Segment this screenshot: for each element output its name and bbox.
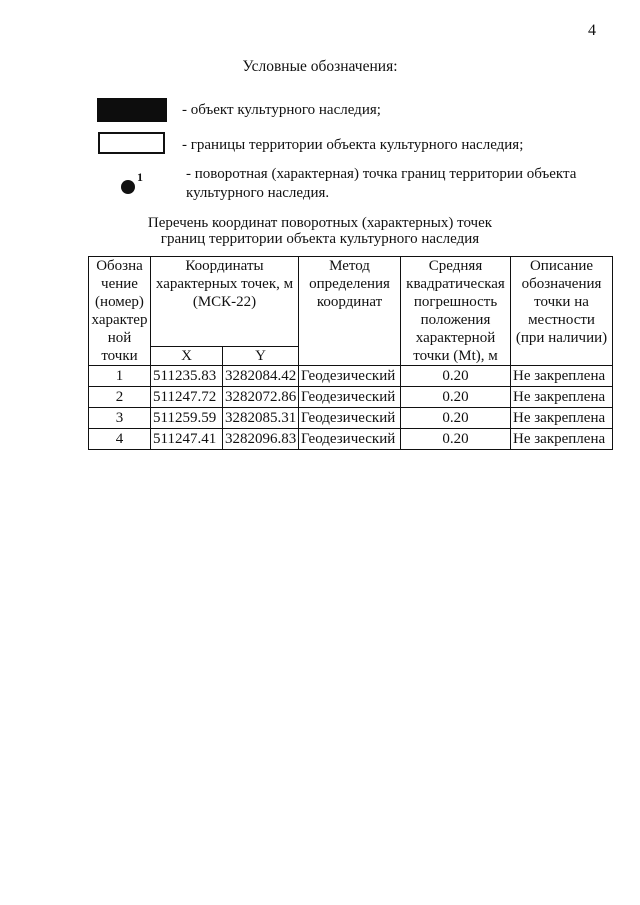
legend-title: Условные обозначения: <box>242 58 398 75</box>
header-x: X <box>151 347 223 366</box>
cell-error: 0.20 <box>401 366 511 387</box>
header-description: Описание обозначения точки на местности (при наличии) <box>511 257 613 366</box>
cell-method: Геодезический <box>299 429 401 450</box>
cell-method: Геодезический <box>299 366 401 387</box>
cell-x: 511247.41 <box>151 429 223 450</box>
cell-description: Не закреплена <box>511 408 613 429</box>
cell-point-number: 2 <box>89 387 151 408</box>
legend-turning-point-text: - поворотная (характерная) точка границ территории объекта культурного наследия. <box>186 166 577 201</box>
legend-turning-point-symbol <box>121 180 135 194</box>
cell-point-number: 3 <box>89 408 151 429</box>
cell-method: Геодезический <box>299 408 401 429</box>
cell-y: 3282084.42 <box>223 366 299 387</box>
legend-territory-boundary-symbol <box>98 132 165 154</box>
cell-description: Не закреплена <box>511 366 613 387</box>
cell-y: 3282085.31 <box>223 408 299 429</box>
legend-territory-boundary-text: - границы территории объекта культурного наследия; <box>182 137 524 153</box>
coordinates-list-title <box>0 215 640 247</box>
header-coordinates: Координаты характерных точек, м (МСК-22) <box>151 257 299 347</box>
list-title-line-1: Перечень координат поворотных (характерных) точек <box>147 215 493 231</box>
legend-turning-point-label: 1 <box>137 170 143 184</box>
cell-error: 0.20 <box>401 387 511 408</box>
cell-method: Геодезический <box>299 387 401 408</box>
legend-cultural-object-symbol <box>97 98 167 122</box>
header-designation: Обозна чение (номер) характер ной точки <box>89 257 151 366</box>
cell-x: 511247.72 <box>151 387 223 408</box>
coordinates-table <box>88 256 613 450</box>
table-row <box>89 429 613 450</box>
cell-description: Не закреплена <box>511 387 613 408</box>
table-row <box>89 366 613 387</box>
cell-y: 3282072.86 <box>223 387 299 408</box>
cell-point-number: 4 <box>89 429 151 450</box>
header-error: Средняя квадратическая погрешность положения характерной точки (Mt), м <box>401 257 511 366</box>
list-title-line-2: границ территории объекта культурного наследия <box>160 231 480 247</box>
cell-y: 3282096.83 <box>223 429 299 450</box>
table-row <box>89 408 613 429</box>
cell-point-number: 1 <box>89 366 151 387</box>
table-row <box>89 387 613 408</box>
cell-error: 0.20 <box>401 429 511 450</box>
cell-description: Не закреплена <box>511 429 613 450</box>
cell-x: 511259.59 <box>151 408 223 429</box>
header-method: Метод определения координат <box>299 257 401 366</box>
cell-error: 0.20 <box>401 408 511 429</box>
header-y: Y <box>223 347 299 366</box>
cell-x: 511235.83 <box>151 366 223 387</box>
legend-cultural-object-text: - объект культурного наследия; <box>182 102 381 118</box>
page-number: 4 <box>588 22 596 39</box>
